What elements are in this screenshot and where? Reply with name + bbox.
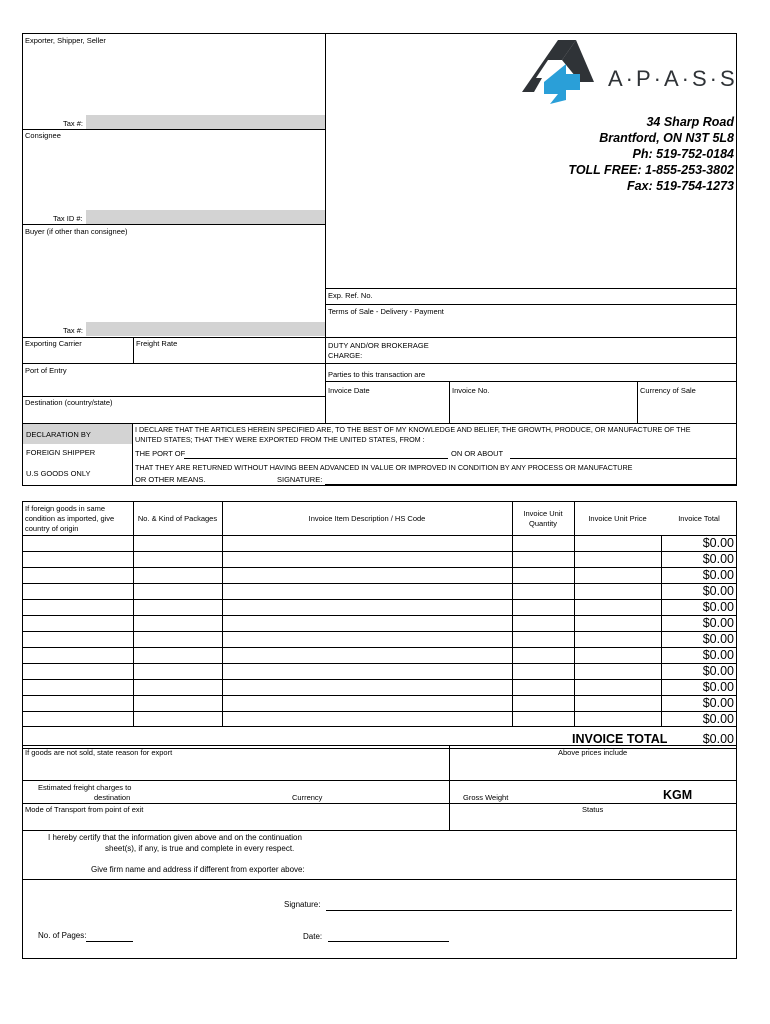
invoice-no-label[interactable]: Invoice No.	[452, 386, 490, 395]
buyer-tax-input[interactable]	[86, 322, 325, 336]
footer-signature-label: Signature:	[284, 900, 321, 909]
row-total[interactable]: $0.00	[702, 584, 734, 598]
row-total[interactable]: $0.00	[702, 696, 734, 710]
freight-rate-label[interactable]: Freight Rate	[136, 339, 178, 348]
th-foreign-goods	[25, 504, 114, 534]
th-foreign-goods-1: If foreign goods in same	[25, 504, 106, 513]
currency-of-sale-label[interactable]: Currency of Sale	[640, 386, 696, 395]
row-total[interactable]: $0.00	[702, 664, 734, 678]
on-or-about-label: ON OR ABOUT	[451, 449, 504, 458]
no-of-pages-label: No. of Pages:	[38, 931, 87, 940]
divider	[133, 337, 134, 363]
gross-weight-label[interactable]: Gross Weight	[463, 793, 509, 802]
th-total: Invoice Total	[678, 514, 720, 523]
table-row[interactable]	[22, 647, 737, 663]
table-row[interactable]	[22, 631, 737, 647]
apass-logo-icon	[518, 38, 598, 108]
divider	[325, 304, 737, 305]
declaration-label-3: U.S GOODS ONLY	[26, 469, 91, 478]
declaration-text-1: I DECLARE THAT THE ARTICLES HEREIN SPECIFIED ARE, TO THE BEST OF MY KNOWLEDGE AND BELIEF, THE GROWTH, PRODUCE, OR MANUFACTURE OF THE	[135, 425, 691, 434]
date-label: Date:	[303, 932, 323, 941]
company-logo-text: A·P·A·S·S	[608, 66, 738, 91]
currency-label[interactable]: Currency	[292, 793, 323, 802]
est-freight-label-1[interactable]: Estimated freight charges to	[38, 783, 132, 792]
status-label[interactable]: Status	[582, 805, 604, 814]
divider	[325, 288, 737, 289]
table-row[interactable]	[22, 711, 737, 727]
address-line1: 34 Sharp Road	[646, 115, 734, 129]
th-unit-qty	[512, 509, 574, 529]
divider	[22, 663, 737, 664]
exporter-label: Exporter, Shipper, Seller	[25, 36, 106, 45]
declaration-label-1: DECLARATION BY	[26, 430, 91, 439]
divider	[449, 381, 450, 423]
divider	[22, 631, 737, 632]
invoice-date-label[interactable]: Invoice Date	[328, 386, 370, 395]
th-unit-price: Invoice Unit Price	[588, 514, 647, 523]
row-total[interactable]: $0.00	[702, 680, 734, 694]
divider	[22, 879, 737, 880]
port-of-entry-label[interactable]: Port of Entry	[25, 366, 67, 375]
parties-label[interactable]: Parties to this transaction are	[328, 370, 426, 379]
divider	[22, 695, 737, 696]
divider	[22, 224, 325, 225]
row-total[interactable]: $0.00	[702, 568, 734, 582]
divider	[22, 363, 737, 364]
divider	[22, 551, 737, 552]
row-total[interactable]: $0.00	[702, 712, 734, 726]
row-total[interactable]: $0.00	[702, 600, 734, 614]
th-unit-qty-1: Invoice Unit	[523, 509, 563, 518]
divider	[22, 567, 737, 568]
fax: Fax: 519-754-1273	[626, 179, 734, 193]
divider	[22, 647, 737, 648]
terms-label[interactable]: Terms of Sale - Delivery - Payment	[328, 307, 444, 316]
row-total[interactable]: $0.00	[702, 552, 734, 566]
divider	[22, 726, 737, 727]
duty-label-2: CHARGE:	[328, 351, 363, 360]
company-logo	[518, 38, 598, 108]
row-total[interactable]: $0.00	[702, 536, 734, 550]
port-of-label: THE PORT OF	[135, 449, 186, 458]
divider	[637, 381, 638, 423]
row-total[interactable]: $0.00	[702, 632, 734, 646]
divider	[22, 599, 737, 600]
invoice-total-label: INVOICE TOTAL	[572, 732, 668, 746]
destination-label[interactable]: Destination (country/state)	[25, 398, 113, 407]
exporter-tax-input[interactable]	[86, 115, 325, 129]
kgm-label: KGM	[663, 788, 693, 802]
divider	[22, 711, 737, 712]
tax-id-label: Tax ID #:	[53, 214, 83, 223]
row-total[interactable]: $0.00	[702, 616, 734, 630]
toll-free: TOLL FREE: 1-855-253-3802	[568, 163, 734, 177]
date-line[interactable]	[328, 941, 449, 942]
tax-label-2: Tax #:	[63, 326, 84, 335]
tax-label: Tax #:	[63, 119, 84, 128]
divider	[22, 679, 737, 680]
table-row[interactable]	[22, 695, 737, 711]
table-row[interactable]	[22, 599, 737, 615]
address-line2: Brantford, ON N3T 5L8	[599, 131, 734, 145]
divider	[325, 396, 326, 423]
divider	[22, 129, 325, 130]
port-of-line[interactable]	[184, 458, 448, 459]
table-row[interactable]	[22, 663, 737, 679]
divider	[325, 33, 326, 338]
row-total[interactable]: $0.00	[702, 648, 734, 662]
divider	[22, 780, 737, 781]
certify-text-2: sheet(s), if any, is true and complete in every respect.	[105, 844, 295, 853]
top-section	[22, 33, 737, 486]
est-freight-label-2: destination	[94, 793, 131, 802]
invoice-total-value[interactable]: $0.00	[702, 732, 734, 746]
divider	[22, 830, 737, 831]
not-sold-label[interactable]: If goods are not sold, state reason for export	[25, 748, 173, 757]
table-row[interactable]	[22, 567, 737, 583]
table-row[interactable]	[22, 615, 737, 631]
divider	[22, 583, 737, 584]
divider	[325, 337, 326, 401]
declaration-text-3: THAT THEY ARE RETURNED WITHOUT HAVING BEEN ADVANCED IN VALUE OR IMPROVED IN CONDITION BY ANY PROCESS OR MANUFACTURE	[135, 463, 633, 472]
signature-line[interactable]	[325, 484, 736, 485]
th-unit-qty-2: Quantity	[529, 519, 557, 528]
th-description: Invoice Item Description / HS Code	[308, 514, 426, 523]
on-or-about-line[interactable]	[510, 458, 736, 459]
consignee-tax-id-input[interactable]	[86, 210, 325, 224]
signature-label: SIGNATURE:	[277, 475, 323, 484]
mode-of-transport-label[interactable]: Mode of Transport from point of exit	[25, 805, 144, 814]
divider	[22, 615, 737, 616]
divider	[22, 803, 737, 804]
consignee-label: Consignee	[25, 131, 61, 140]
phone: Ph: 519-752-0184	[632, 147, 734, 161]
no-of-pages-line[interactable]	[86, 941, 133, 942]
declaration-label-2: FOREIGN SHIPPER	[26, 448, 96, 457]
table-row[interactable]	[22, 583, 737, 599]
th-foreign-goods-2: condition as imported, give	[25, 514, 115, 523]
divider	[132, 423, 133, 486]
buyer-label: Buyer (if other than consignee)	[25, 227, 128, 236]
divider	[449, 745, 450, 831]
table-row[interactable]	[22, 551, 737, 567]
exp-ref-label[interactable]: Exp. Ref. No.	[328, 291, 373, 300]
other-means-label: OR OTHER MEANS.	[135, 475, 206, 484]
th-foreign-goods-3: country of origin	[25, 524, 79, 533]
table-row[interactable]	[22, 679, 737, 695]
firm-name-label: Give firm name and address if different from exporter above:	[91, 865, 305, 874]
table-row[interactable]	[22, 535, 737, 551]
declaration-text-2: UNITED STATES; THAT THEY WERE EXPORTED FROM THE UNITED STATES, FROM :	[135, 435, 425, 444]
th-packages: No. & Kind of Packages	[137, 514, 218, 523]
divider	[22, 337, 737, 338]
above-prices-label[interactable]: Above prices include	[558, 748, 628, 757]
duty-label-1[interactable]: DUTY AND/OR BROKERAGE	[328, 341, 429, 350]
exporting-carrier-label[interactable]: Exporting Carrier	[25, 339, 82, 348]
certify-text-1: I hereby certify that the information given above and on the continuation	[48, 833, 302, 842]
divider	[325, 381, 737, 382]
footer-signature-line[interactable]	[326, 910, 732, 911]
divider	[22, 396, 325, 397]
